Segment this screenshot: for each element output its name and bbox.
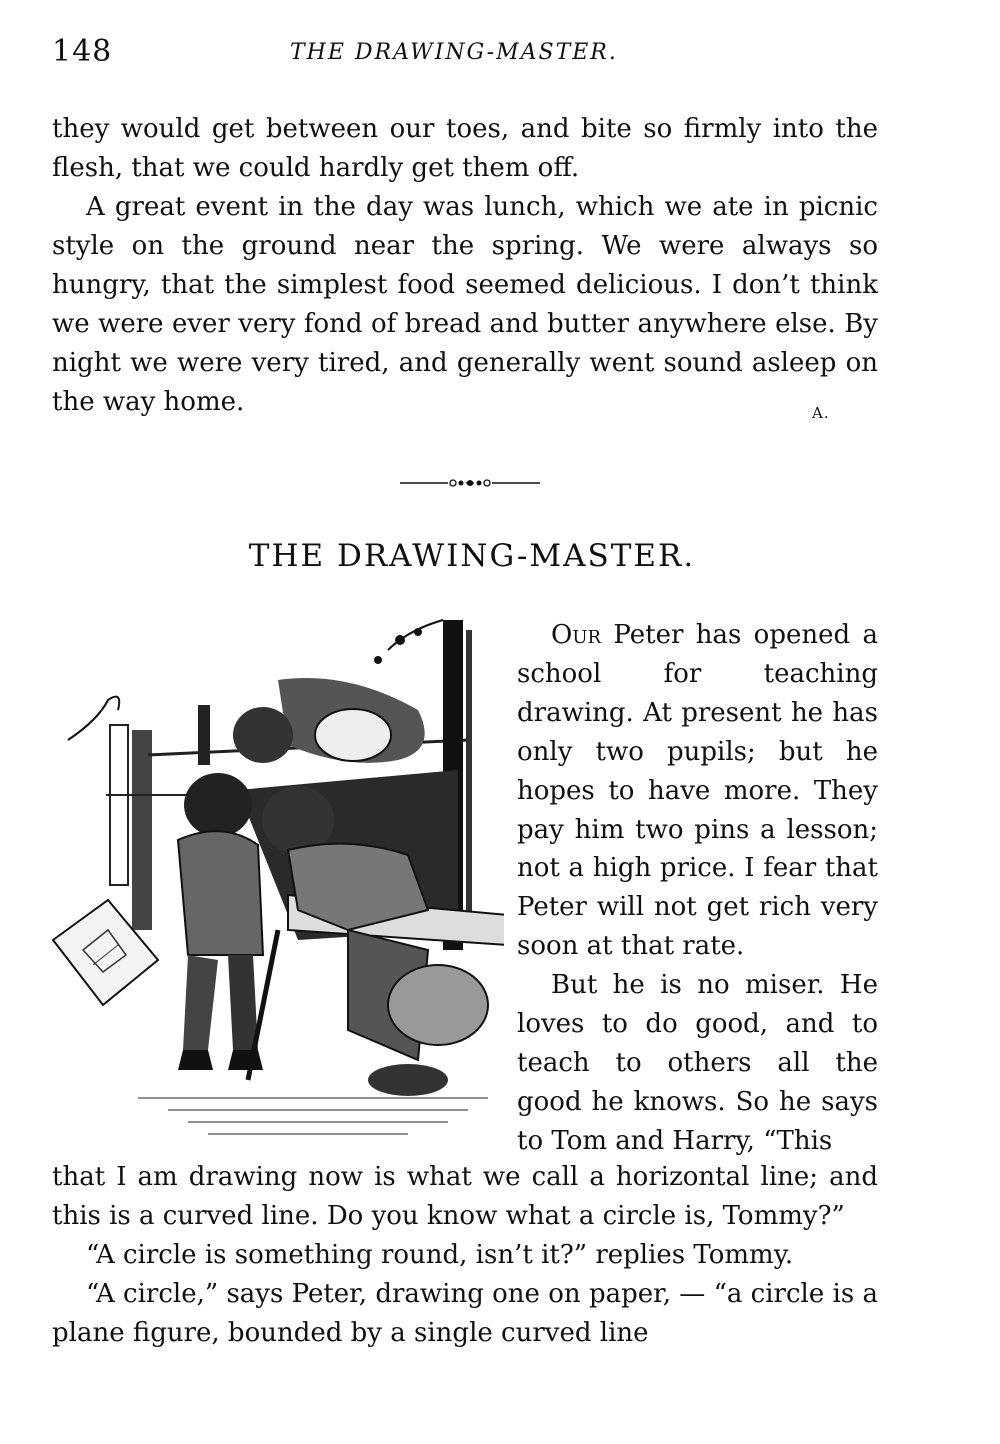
paragraph: But he is no miser. He loves to do good, and to teach to others all the good he knows. So he says to Tom and Harry, “This xyxy=(517,970,878,1156)
story-text-continued xyxy=(52,1158,878,1353)
engraving-illustration xyxy=(48,610,504,1150)
paragraph-body: Peter has opened a school for teaching drawing. At present he has only two pupils; but he hopes to have more. They pay him two pins a lesson; not a high price. I fear that Peter will not get rich very soon at that rate. xyxy=(517,620,878,962)
paragraph: that I am drawing now is what we call a horizontal line; and this is a curved line. Do you know what a circle is, Tommy?” xyxy=(52,1162,878,1231)
page-number: 148 xyxy=(52,34,113,69)
right-column-text xyxy=(517,616,878,1161)
paragraph: A great event in the day was lunch, which we ate in picnic style on the ground near the spring. We were always so hungry, that the simplest food seemed delicious. I don’t think we were ever very fond of bread and butter anywhere else. By night we were very tired, and generally went sound asleep on the way home. xyxy=(52,192,878,417)
dropcap-word: Our xyxy=(551,620,602,650)
running-title: THE DRAWING-MASTER. xyxy=(290,40,618,65)
paragraph: “A circle,” says Peter, drawing one on paper, — “a circle is a plane figure, bounded by a single curved line xyxy=(52,1279,878,1348)
paragraph: they would get between our toes, and bite so firmly into the flesh, that we could hardly get them off. xyxy=(52,114,878,183)
author-signature: A. xyxy=(812,404,830,422)
section-ornament xyxy=(400,476,540,490)
paragraph xyxy=(517,616,878,966)
story-title: THE DRAWING-MASTER. xyxy=(248,538,696,574)
paragraph: “A circle is something round, isn’t it?” replies Tommy. xyxy=(86,1240,794,1270)
previous-story-text xyxy=(52,110,878,422)
